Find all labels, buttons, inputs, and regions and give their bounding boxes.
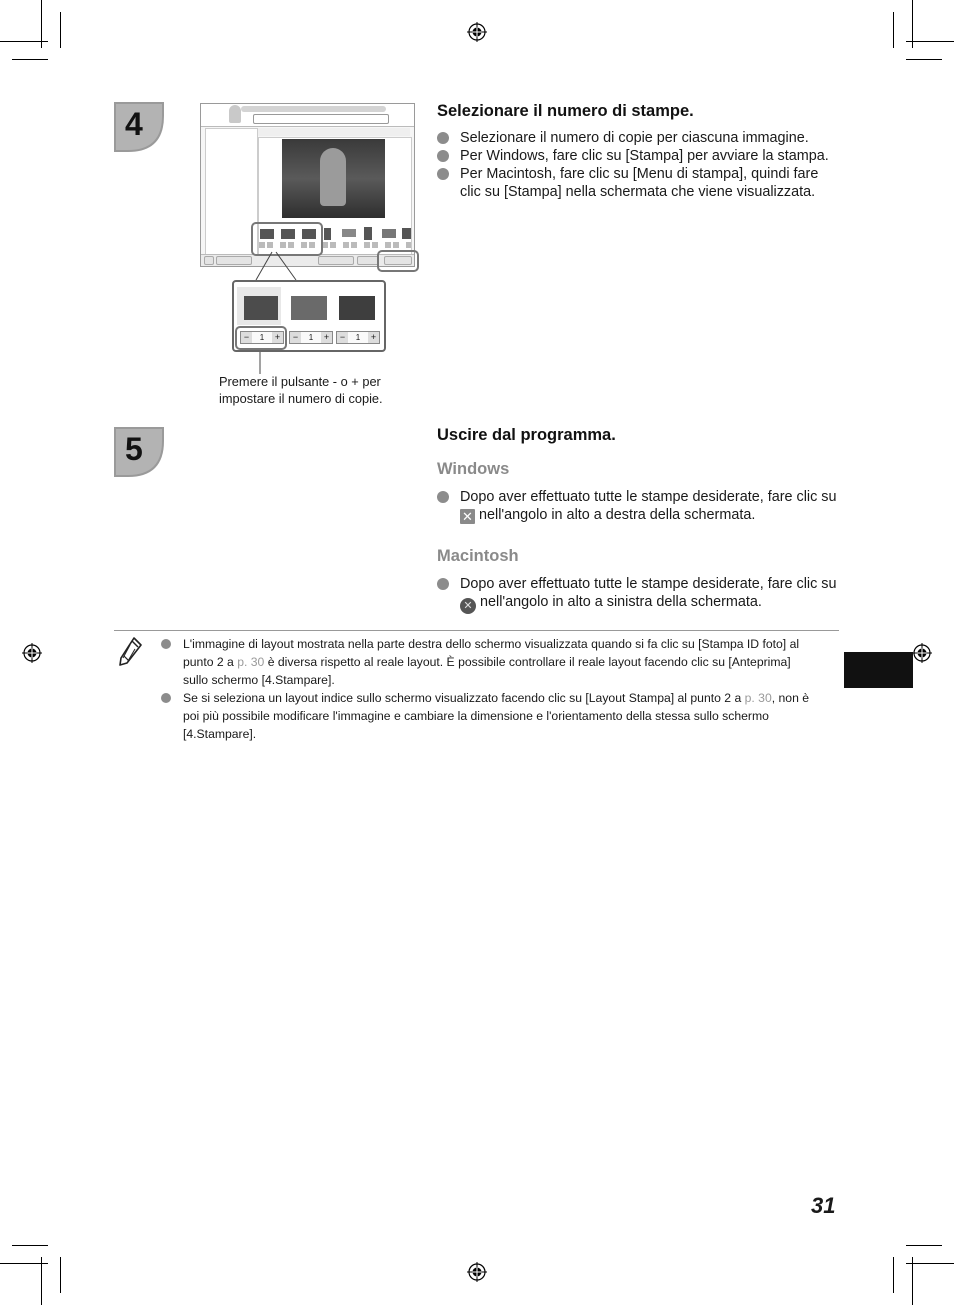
- bullet-icon: [437, 578, 449, 590]
- zoom-thumbnail: [244, 296, 278, 320]
- bullet-icon: [437, 132, 449, 144]
- preview-subject: [320, 148, 346, 206]
- list-item: L'immagine di layout mostrata nella parte destra dello schermo visualizzata quando si fa clic su [Stampa ID foto] al punto 2 a p. 30 è diversa rispetto al reale layout. È possibile controllare il reale layout facendo clic su [Anteprima] sullo schermo [4.Stampare].: [161, 635, 816, 689]
- crop-mark: [912, 1257, 913, 1305]
- page-number: 31: [811, 1193, 836, 1218]
- copies-value: 1: [308, 333, 314, 342]
- list-item: Dopo aver effettuato tutte le stampe desiderate, fare clic su ✕ nell'angolo in alto a destra della schermata.: [437, 488, 837, 524]
- page-reference-link[interactable]: p. 30: [744, 691, 772, 705]
- zoom-caption: Premere il pulsante - o + per impostare il numero di copie.: [219, 374, 383, 406]
- plus-button[interactable]: +: [321, 332, 332, 343]
- crop-mark: [906, 1263, 954, 1264]
- bullet-icon: [161, 639, 171, 649]
- registration-mark-icon: [22, 643, 42, 663]
- stepper-highlight: [235, 326, 287, 350]
- zoom-thumbnail: [339, 296, 375, 320]
- windows-heading: Windows: [437, 460, 510, 478]
- copies-stepper[interactable]: [289, 331, 333, 344]
- list-item: Per Macintosh, fare clic su [Menu di stampa], quindi fare clic su [Stampa] nella schermata che viene visualizzata.: [437, 165, 837, 201]
- crop-mark: [12, 1245, 48, 1246]
- zoom-thumbnail: [291, 296, 327, 320]
- bullet-icon: [437, 150, 449, 162]
- copies-value: 1: [355, 333, 361, 342]
- step-number: 4: [125, 106, 143, 142]
- registration-mark-icon: [467, 22, 487, 42]
- pencil-icon: [118, 636, 144, 666]
- step-number: 5: [125, 431, 143, 467]
- list-item: Se si seleziona un layout indice sullo schermo visualizzato facendo clic su [Layout Stampa] al punto 2 a p. 30, non è poi più possibile modificare l'immagine e cambiare la dimensione e l'orientamento della stessa sullo schermo [4.Stampare].: [161, 689, 816, 743]
- copies-stepper[interactable]: [336, 331, 380, 344]
- crop-mark: [906, 1245, 942, 1246]
- registration-mark-icon: [912, 643, 932, 663]
- thumbnail: [364, 227, 372, 240]
- thumbnail: [382, 229, 396, 238]
- crop-mark: [906, 41, 954, 42]
- registration-mark-icon: [467, 1262, 487, 1282]
- bullet-icon: [437, 168, 449, 180]
- crop-mark: [906, 59, 942, 60]
- help-button[interactable]: [204, 256, 214, 265]
- screenshot-toolbar: [258, 128, 410, 136]
- note-list: [161, 635, 816, 743]
- step-5-badge: [114, 427, 164, 477]
- thumbnail: [402, 228, 411, 239]
- exit-button[interactable]: [357, 256, 379, 265]
- plus-button[interactable]: +: [368, 332, 379, 343]
- crop-mark: [41, 1257, 42, 1305]
- screenshot-title-bar: [253, 114, 389, 124]
- crop-mark: [60, 1257, 61, 1293]
- copies-value: 1: [259, 333, 265, 342]
- progress-tabs: [241, 106, 386, 112]
- macintosh-heading: Macintosh: [437, 547, 519, 565]
- print-button-highlight: [377, 250, 419, 272]
- page-reference-link[interactable]: p. 30: [237, 655, 265, 669]
- crop-mark: [41, 0, 42, 48]
- windows-bullets: [437, 488, 837, 524]
- step-4-badge: [114, 102, 164, 152]
- crop-mark: [912, 0, 913, 48]
- list-item: Selezionare il numero di copie per ciascuna immagine.: [437, 129, 837, 147]
- thumbnail: [342, 229, 356, 237]
- minus-button[interactable]: −: [290, 332, 301, 343]
- plus-button[interactable]: +: [272, 332, 283, 343]
- crop-mark: [12, 59, 48, 60]
- mac-close-icon: ✕: [460, 598, 476, 614]
- bullet-icon: [437, 491, 449, 503]
- list-item: Dopo aver effettuato tutte le stampe desiderate, fare clic su ✕ nell'angolo in alto a sinistra della schermata.: [437, 575, 837, 614]
- step-5-title: Uscire dal programma.: [437, 426, 616, 444]
- thumbnail: [324, 228, 331, 240]
- crop-mark: [893, 1257, 894, 1293]
- close-x-icon: ✕: [460, 509, 475, 524]
- bullet-icon: [161, 693, 171, 703]
- note-divider: [114, 630, 839, 631]
- section-tab: [844, 652, 913, 688]
- crop-mark: [893, 12, 894, 48]
- assistant-icon: [229, 105, 241, 123]
- list-item: Per Windows, fare clic su [Stampa] per avviare la stampa.: [437, 147, 837, 165]
- crop-mark: [60, 12, 61, 48]
- step-4-bullets: [437, 129, 837, 201]
- minus-button[interactable]: −: [337, 332, 348, 343]
- mac-bullets: [437, 575, 837, 614]
- step-4-title: Selezionare il numero di stampe.: [437, 102, 694, 120]
- minus-button[interactable]: −: [241, 332, 252, 343]
